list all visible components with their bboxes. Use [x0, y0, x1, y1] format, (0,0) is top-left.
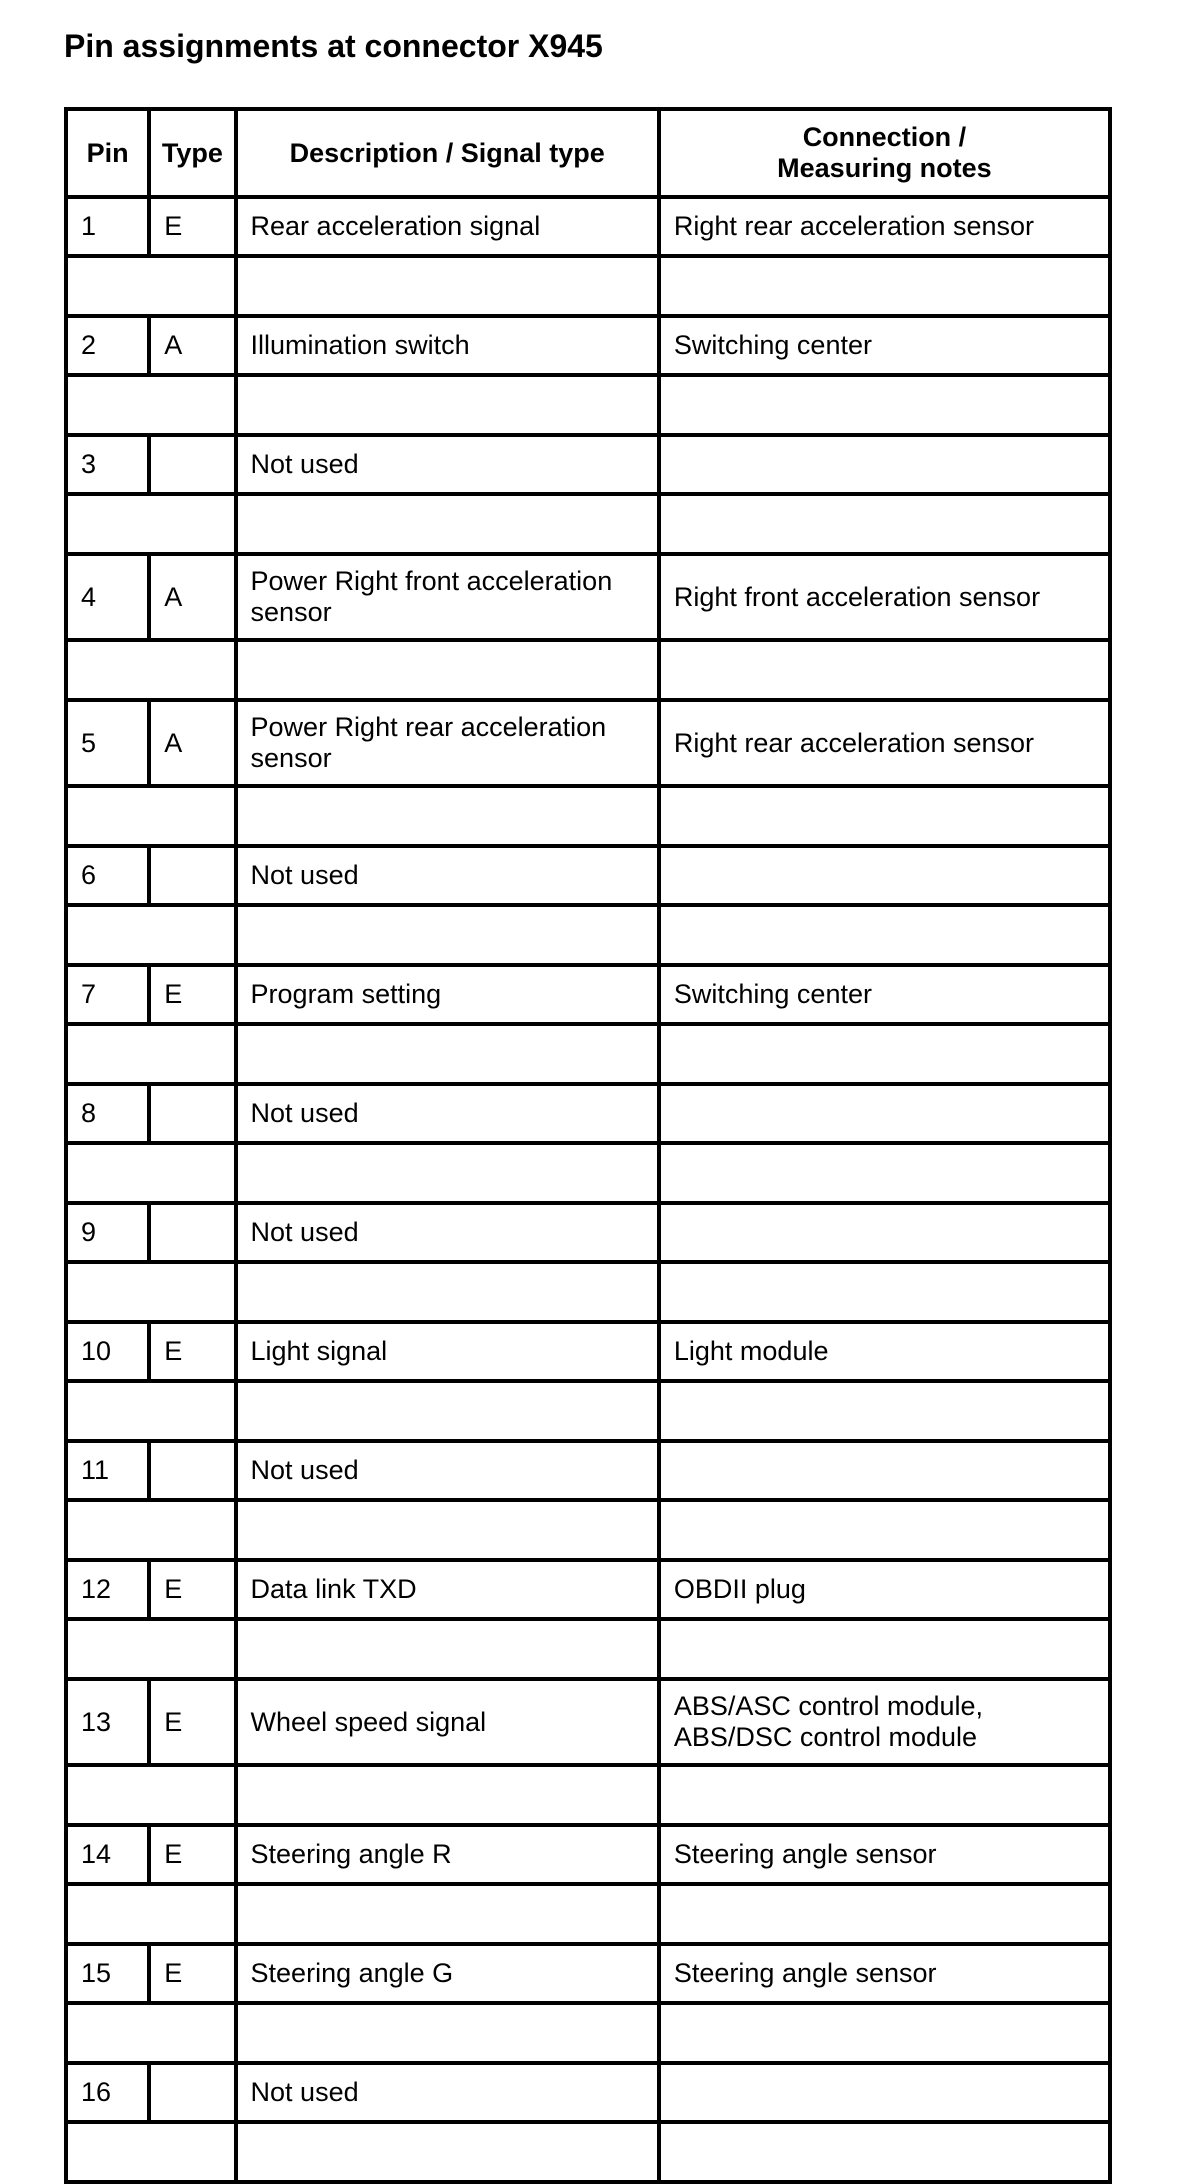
pin-cell: 8: [66, 1084, 149, 1143]
spacer-cell-connection: [659, 640, 1110, 700]
type-cell: E: [149, 197, 235, 256]
description-cell: [236, 1203, 659, 1262]
description-cell: [236, 846, 659, 905]
spacer-cell-description: [236, 375, 659, 435]
description-cell: [236, 1084, 659, 1143]
spacer-cell-description: [236, 1262, 659, 1322]
connection-cell: [659, 2063, 1110, 2122]
connection-cell-line: Light module: [673, 1336, 829, 1366]
pin-cell: 2: [66, 316, 149, 375]
spacer-cell-description: [236, 1024, 659, 1084]
description-cell-line: Not used: [250, 449, 359, 479]
pin-cell: 3: [66, 435, 149, 494]
description-cell-line: Wheel speed signal: [250, 1706, 487, 1737]
spacer-cell-description: [236, 1500, 659, 1560]
spacer-cell-connection: [659, 1262, 1110, 1322]
description-cell-line: Illumination switch: [250, 330, 470, 360]
description-cell-line: Not used: [250, 1217, 359, 1247]
spacer-cell-connection: [659, 494, 1110, 554]
spacer-row: [66, 1262, 1110, 1322]
type-cell: A: [149, 700, 235, 786]
header-pin: Pin: [66, 109, 149, 197]
description-cell: [236, 965, 659, 1024]
spacer-cell-pin-type: [66, 494, 236, 554]
spacer-cell-description: [236, 494, 659, 554]
description-cell-line: Steering angle R: [250, 1839, 452, 1869]
connection-cell-line: Right rear acceleration sensor: [673, 211, 1035, 241]
spacer-cell-connection: [659, 256, 1110, 316]
connection-cell-line: Steering angle sensor: [673, 1839, 937, 1869]
connection-cell-line: Right rear acceleration sensor: [673, 727, 1035, 758]
spacer-row: [66, 640, 1110, 700]
table-row: [66, 965, 1110, 1024]
description-cell: [236, 1441, 659, 1500]
description-cell-line: Not used: [250, 1098, 359, 1128]
spacer-cell-connection: [659, 1884, 1110, 1944]
spacer-cell-pin-type: [66, 1619, 236, 1679]
connection-cell: [659, 197, 1110, 256]
connection-cell-line: ABS/DSC control module: [673, 1722, 978, 1752]
type-cell: E: [149, 1679, 235, 1765]
type-cell: E: [149, 965, 235, 1024]
pin-cell: 14: [66, 1825, 149, 1884]
spacer-row: [66, 375, 1110, 435]
spacer-cell-connection: [659, 2003, 1110, 2063]
spacer-row: [66, 1500, 1110, 1560]
pin-cell: 11: [66, 1441, 149, 1500]
table-header-row: [66, 109, 1110, 197]
connection-cell-line: ABS/ASC control module,: [673, 1691, 984, 1721]
description-cell: [236, 554, 659, 640]
description-cell: [236, 700, 659, 786]
description-cell-line: Not used: [250, 1455, 359, 1485]
table-row: [66, 316, 1110, 375]
spacer-cell-description: [236, 1143, 659, 1203]
header-description: Description / Signal type: [236, 109, 659, 197]
table-row: [66, 1084, 1110, 1143]
connection-cell: [659, 1560, 1110, 1619]
description-cell: [236, 1560, 659, 1619]
description-cell-line: sensor: [250, 597, 332, 627]
spacer-cell-pin-type: [66, 375, 236, 435]
spacer-row: [66, 1024, 1110, 1084]
description-cell-line: Program setting: [250, 979, 442, 1009]
spacer-cell-connection: [659, 905, 1110, 965]
description-cell-line: Power Right rear acceleration: [250, 712, 607, 742]
table-row: [66, 846, 1110, 905]
table-row: [66, 1679, 1110, 1765]
connection-cell-line: Switching center: [673, 330, 872, 360]
spacer-cell-description: [236, 1619, 659, 1679]
pin-cell: 13: [66, 1679, 149, 1765]
pin-cell: 10: [66, 1322, 149, 1381]
spacer-cell-connection: [659, 786, 1110, 846]
table-row: [66, 700, 1110, 786]
spacer-cell-pin-type: [66, 2003, 236, 2063]
spacer-row: [66, 905, 1110, 965]
type-cell: E: [149, 1560, 235, 1619]
pin-cell: 9: [66, 1203, 149, 1262]
pin-cell: 4: [66, 554, 149, 640]
table-row: [66, 435, 1110, 494]
spacer-cell-connection: [659, 1381, 1110, 1441]
spacer-cell-description: [236, 640, 659, 700]
connection-cell: [659, 1944, 1110, 2003]
description-cell-line: Not used: [250, 860, 359, 890]
type-cell: [149, 1203, 235, 1262]
spacer-cell-connection: [659, 2122, 1110, 2182]
description-cell: [236, 1825, 659, 1884]
spacer-row: [66, 1619, 1110, 1679]
connection-cell: [659, 700, 1110, 786]
spacer-cell-connection: [659, 375, 1110, 435]
connection-cell: [659, 846, 1110, 905]
spacer-row: [66, 2122, 1110, 2182]
description-cell-line: Rear acceleration signal: [250, 211, 541, 241]
spacer-cell-connection: [659, 1765, 1110, 1825]
connection-cell: [659, 1825, 1110, 1884]
table-row: [66, 197, 1110, 256]
header-connection: [659, 109, 1110, 197]
connection-cell: [659, 965, 1110, 1024]
table-row: [66, 1944, 1110, 2003]
connection-cell-line: Right front acceleration sensor: [673, 581, 1041, 612]
header-connection-line2: Measuring notes: [777, 153, 992, 183]
type-cell: [149, 846, 235, 905]
header-connection-line1: Connection /: [802, 122, 967, 152]
description-cell-line: Light signal: [250, 1336, 388, 1366]
connection-cell: [659, 1679, 1110, 1765]
pin-cell: 15: [66, 1944, 149, 2003]
connection-cell: [659, 1203, 1110, 1262]
spacer-cell-pin-type: [66, 786, 236, 846]
pin-cell: 7: [66, 965, 149, 1024]
spacer-row: [66, 1765, 1110, 1825]
connection-cell-line: Steering angle sensor: [673, 1958, 937, 1988]
pin-cell: 16: [66, 2063, 149, 2122]
page-title: Pin assignments at connector X945: [64, 28, 603, 64]
table-row: [66, 1322, 1110, 1381]
spacer-cell-pin-type: [66, 1024, 236, 1084]
spacer-row: [66, 1143, 1110, 1203]
spacer-cell-connection: [659, 1024, 1110, 1084]
spacer-row: [66, 1884, 1110, 1944]
spacer-cell-pin-type: [66, 1143, 236, 1203]
table-row: [66, 554, 1110, 640]
spacer-row: [66, 256, 1110, 316]
spacer-row: [66, 786, 1110, 846]
connection-cell: [659, 1441, 1110, 1500]
connection-cell-line: Switching center: [673, 979, 872, 1009]
description-cell-line: Steering angle G: [250, 1958, 454, 1988]
description-cell-line: Power Right front acceleration: [250, 566, 613, 596]
spacer-cell-pin-type: [66, 1884, 236, 1944]
connection-cell: [659, 1084, 1110, 1143]
connection-cell-line: OBDII plug: [673, 1574, 806, 1604]
connection-cell: [659, 554, 1110, 640]
spacer-row: [66, 1381, 1110, 1441]
table-row: [66, 1203, 1110, 1262]
type-cell: [149, 1084, 235, 1143]
connection-cell: [659, 1322, 1110, 1381]
description-cell: [236, 435, 659, 494]
table-row: [66, 1441, 1110, 1500]
spacer-cell-description: [236, 1765, 659, 1825]
spacer-cell-pin-type: [66, 2122, 236, 2182]
table-row: [66, 2063, 1110, 2122]
spacer-row: [66, 494, 1110, 554]
pin-cell: 12: [66, 1560, 149, 1619]
pin-cell: 5: [66, 700, 149, 786]
spacer-cell-connection: [659, 1143, 1110, 1203]
type-cell: [149, 2063, 235, 2122]
description-cell-line: Data link TXD: [250, 1574, 417, 1604]
table-row: [66, 1560, 1110, 1619]
type-cell: E: [149, 1322, 235, 1381]
description-cell-line: sensor: [250, 743, 332, 773]
spacer-cell-connection: [659, 1500, 1110, 1560]
spacer-cell-description: [236, 1381, 659, 1441]
spacer-cell-description: [236, 905, 659, 965]
type-cell: A: [149, 554, 235, 640]
spacer-cell-pin-type: [66, 640, 236, 700]
description-cell: [236, 1944, 659, 2003]
connection-cell: [659, 316, 1110, 375]
spacer-cell-description: [236, 256, 659, 316]
description-cell: [236, 2063, 659, 2122]
spacer-cell-description: [236, 2122, 659, 2182]
pin-cell: 1: [66, 197, 149, 256]
connection-cell: [659, 435, 1110, 494]
type-cell: E: [149, 1825, 235, 1884]
spacer-cell-pin-type: [66, 1500, 236, 1560]
type-cell: A: [149, 316, 235, 375]
type-cell: [149, 1441, 235, 1500]
spacer-row: [66, 2003, 1110, 2063]
spacer-cell-pin-type: [66, 1262, 236, 1322]
header-type: Type: [149, 109, 235, 197]
description-cell-line: Not used: [250, 2077, 359, 2107]
spacer-cell-pin-type: [66, 256, 236, 316]
spacer-cell-pin-type: [66, 1765, 236, 1825]
spacer-cell-description: [236, 2003, 659, 2063]
description-cell: [236, 1322, 659, 1381]
table-row: [66, 1825, 1110, 1884]
type-cell: E: [149, 1944, 235, 2003]
spacer-cell-pin-type: [66, 1381, 236, 1441]
spacer-cell-description: [236, 786, 659, 846]
spacer-cell-pin-type: [66, 905, 236, 965]
description-cell: [236, 1679, 659, 1765]
pin-cell: 6: [66, 846, 149, 905]
description-cell: [236, 316, 659, 375]
type-cell: [149, 435, 235, 494]
description-cell: [236, 197, 659, 256]
spacer-cell-description: [236, 1884, 659, 1944]
pin-assignment-table: [64, 107, 1112, 2184]
spacer-cell-connection: [659, 1619, 1110, 1679]
